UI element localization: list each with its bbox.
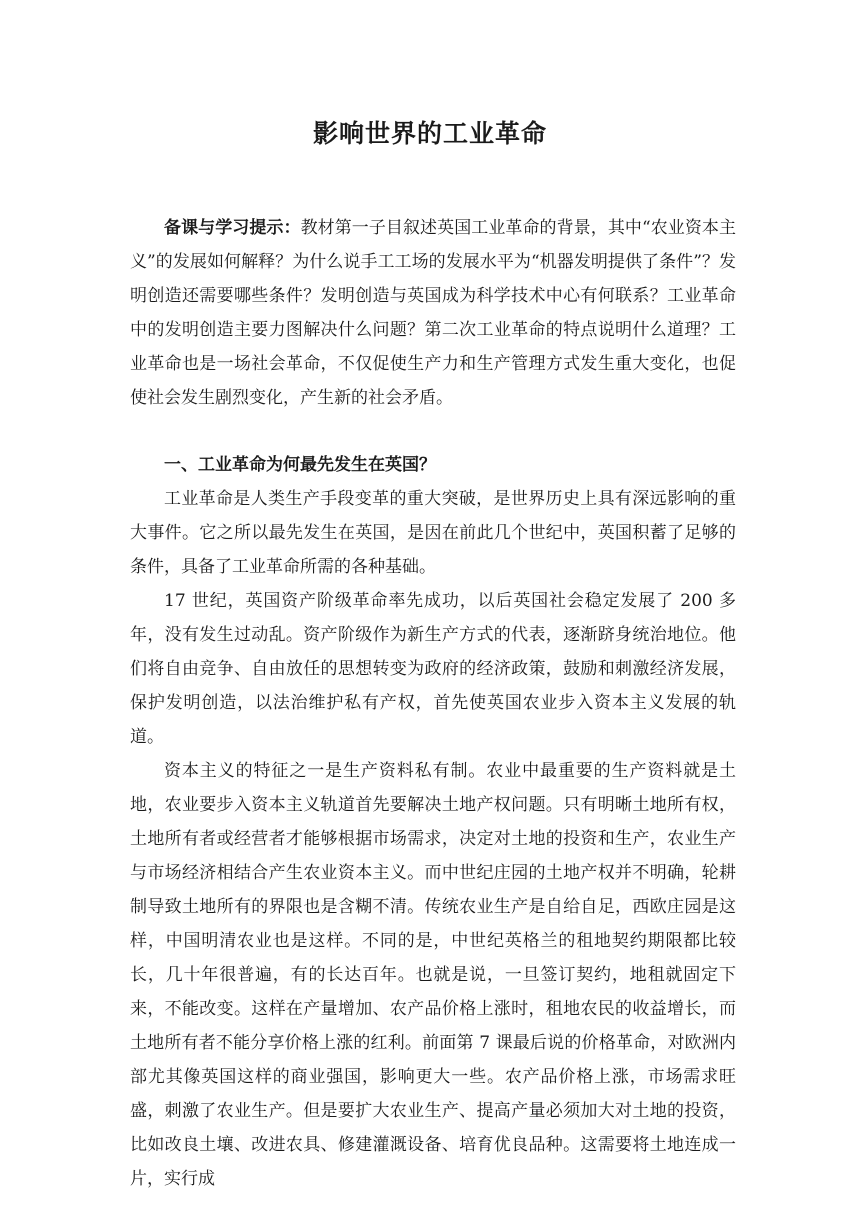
document-title: 影响世界的工业革命 [312,119,547,148]
prep-tip-label: 备课与学习提示： [164,218,301,238]
section-1 [130,448,736,1196]
prep-tip-paragraph [130,211,736,415]
body-paragraph: 工业革命是人类生产手段变革的重大突破，是世界历史上具有深远影响的重大事件。它之所以最先发生在英国，是因在前此几个世纪中，英国积蓄了足够的条件，具备了工业革命所需的各种基础。 [130,489,736,577]
prep-tip-text: 教材第一子目叙述英国工业革命的背景，其中“农业资本主义”的发展如何解释？为什么说手工工场的发展水平为“机器发明提供了条件”？发明创造还需要哪些条件？发明创造与英国成为科学技术中心有何联系？工业革命中的发明创造主要力图解决什么问题？第二次工业革命的特点说明什么道理？工业革命也是一场社会革命，不仅促使生产力和生产管理方式发生重大变化，也促使社会发生剧烈变化，产生新的社会矛盾。 [130,218,736,408]
section-heading: 一、工业革命为何最先发生在英国？ [164,455,436,475]
body-paragraph: 17 世纪，英国资产阶级革命率先成功，以后英国社会稳定发展了 200 多年，没有发生过动乱。资产阶级作为新生产方式的代表，逐渐跻身统治地位。他们将自由竞争、自由放任的思想转变为政府的经济政策，鼓励和刺激经济发展，保护发明创造，以法治维护私有产权，首先使英国农业步入资本主义发展的轨道。 [130,591,736,747]
body-paragraph: 资本主义的特征之一是生产资料私有制。农业中最重要的生产资料就是土地，农业要步入资本主义轨道首先要解决土地产权问题。只有明晰土地所有权，土地所有者或经营者才能够根据市场需求，决定对土地的投资和生产，农业生产与市场经济相结合产生农业资本主义。而中世纪庄园的土地产权并不明确，轮耕制导致土地所有的界限也是含糊不清。传统农业生产是自给自足，西欧庄园是这样，中国明清农业也是这样。不同的是，中世纪英格兰的租地契约期限都比较长，几十年很普遍，有的长达百年。也就是说，一旦签订契约，地租就固定下来，不能改变。这样在产量增加、农产品价格上涨时，租地农民的收益增长，而土地所有者不能分享价格上涨的红利。前面第 7 课最后说的价格革命，对欧洲内部尤其像英国这样的商业强国，影响更大一些。农产品价格上涨，市场需求旺盛，刺激了农业生产。但是要扩大农业生产、提高产量必须加大对土地的投资，比如改良土壤、改进农具、修建灌溉设备、培育优良品种。这需要将土地连成一片，实行成 [130,761,736,1189]
prep-tip-block [130,211,736,415]
